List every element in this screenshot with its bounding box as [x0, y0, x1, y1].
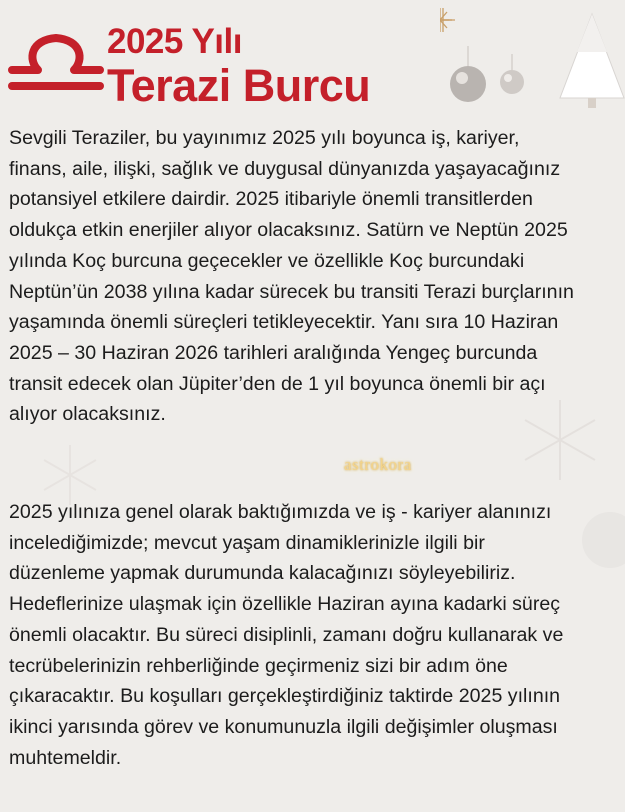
paragraph-line: finans, aile, ilişki, sağlık ve duygusal dünyanızda yaşayacağınız — [9, 157, 561, 180]
paragraph-line: tecrübelerinizin rehberliğinde geçirmeniz sizi bir adım öne — [9, 654, 508, 677]
sparkle-icon — [440, 8, 455, 32]
ornament-ball-icon — [500, 54, 524, 94]
libra-symbol-icon — [8, 30, 104, 96]
paragraph-line: incelediğimizde; mevcut yaşam dinamiklerinizle ilgili bir — [9, 531, 485, 554]
paragraph-line: Sevgili Teraziler, bu yayınımız 2025 yılı boyunca iş, kariyer, — [9, 127, 520, 149]
paragraph-line: yılında Koç burcuna geçecekler ve özellikle Koç burcundaki — [9, 249, 525, 272]
paragraph-line: Hedeflerinize ulaşmak için özellikle Haziran ayına kadarki süreç — [9, 593, 561, 616]
paragraph-line: alıyor olacaksınız. — [9, 403, 166, 426]
christmas-decoration — [440, 0, 625, 112]
paragraph-line: potansiyel etkilere dairdir. 2025 itibariyle önemli transitlerden — [9, 188, 533, 211]
page-subtitle: Terazi Burcu — [107, 60, 371, 111]
paragraph-line: ikinci yarısında görev ve konumunuzla ilgili değişimler oluşması — [9, 715, 558, 738]
paragraph-line: yaşamında önemli süreçleri tetikleyecektir. Yanı sıra 10 Haziran — [9, 311, 559, 334]
christmas-tree-icon — [560, 14, 624, 108]
watermark: astrokora — [344, 455, 412, 474]
paragraph-line: Neptün’ün 2038 yılına kadar sürecek bu transiti Terazi burçlarının — [9, 280, 574, 303]
paragraph-line: düzenleme yapmak durumunda kalacağınızı söyleyebiliriz. — [9, 562, 516, 585]
header — [0, 0, 625, 112]
page-title: 2025 Yılı — [107, 22, 242, 61]
paragraph-line: 2025 – 30 Haziran 2026 tarihleri aralığında Yengeç burcunda — [9, 341, 538, 364]
paragraph-line: çıkaracaktır. Bu koşulları gerçekleştirdiğiniz taktirde 2025 yılının — [9, 685, 561, 708]
paragraph-line: 2025 yılınıza genel olarak baktığımızda ve iş - kariyer alanınızı — [9, 501, 552, 523]
article-paragraph-2 — [9, 497, 609, 773]
paragraph-line: transit edecek olan Jüpiter’den de 1 yıl boyunca önemli bir açı — [9, 372, 546, 395]
ornament-ball-icon — [450, 46, 486, 102]
paragraph-line: muhtemeldir. — [9, 746, 122, 769]
snowflake-icon — [44, 445, 96, 505]
paragraph-line: oldukça etkin enerjiler alıyor olacaksınız. Satürn ve Neptün 2025 — [9, 219, 568, 242]
article-paragraph-1 — [9, 123, 609, 430]
paragraph-line: önemli olacaktır. Bu süreci disiplinli, zamanı doğru kullanarak ve — [9, 623, 564, 646]
